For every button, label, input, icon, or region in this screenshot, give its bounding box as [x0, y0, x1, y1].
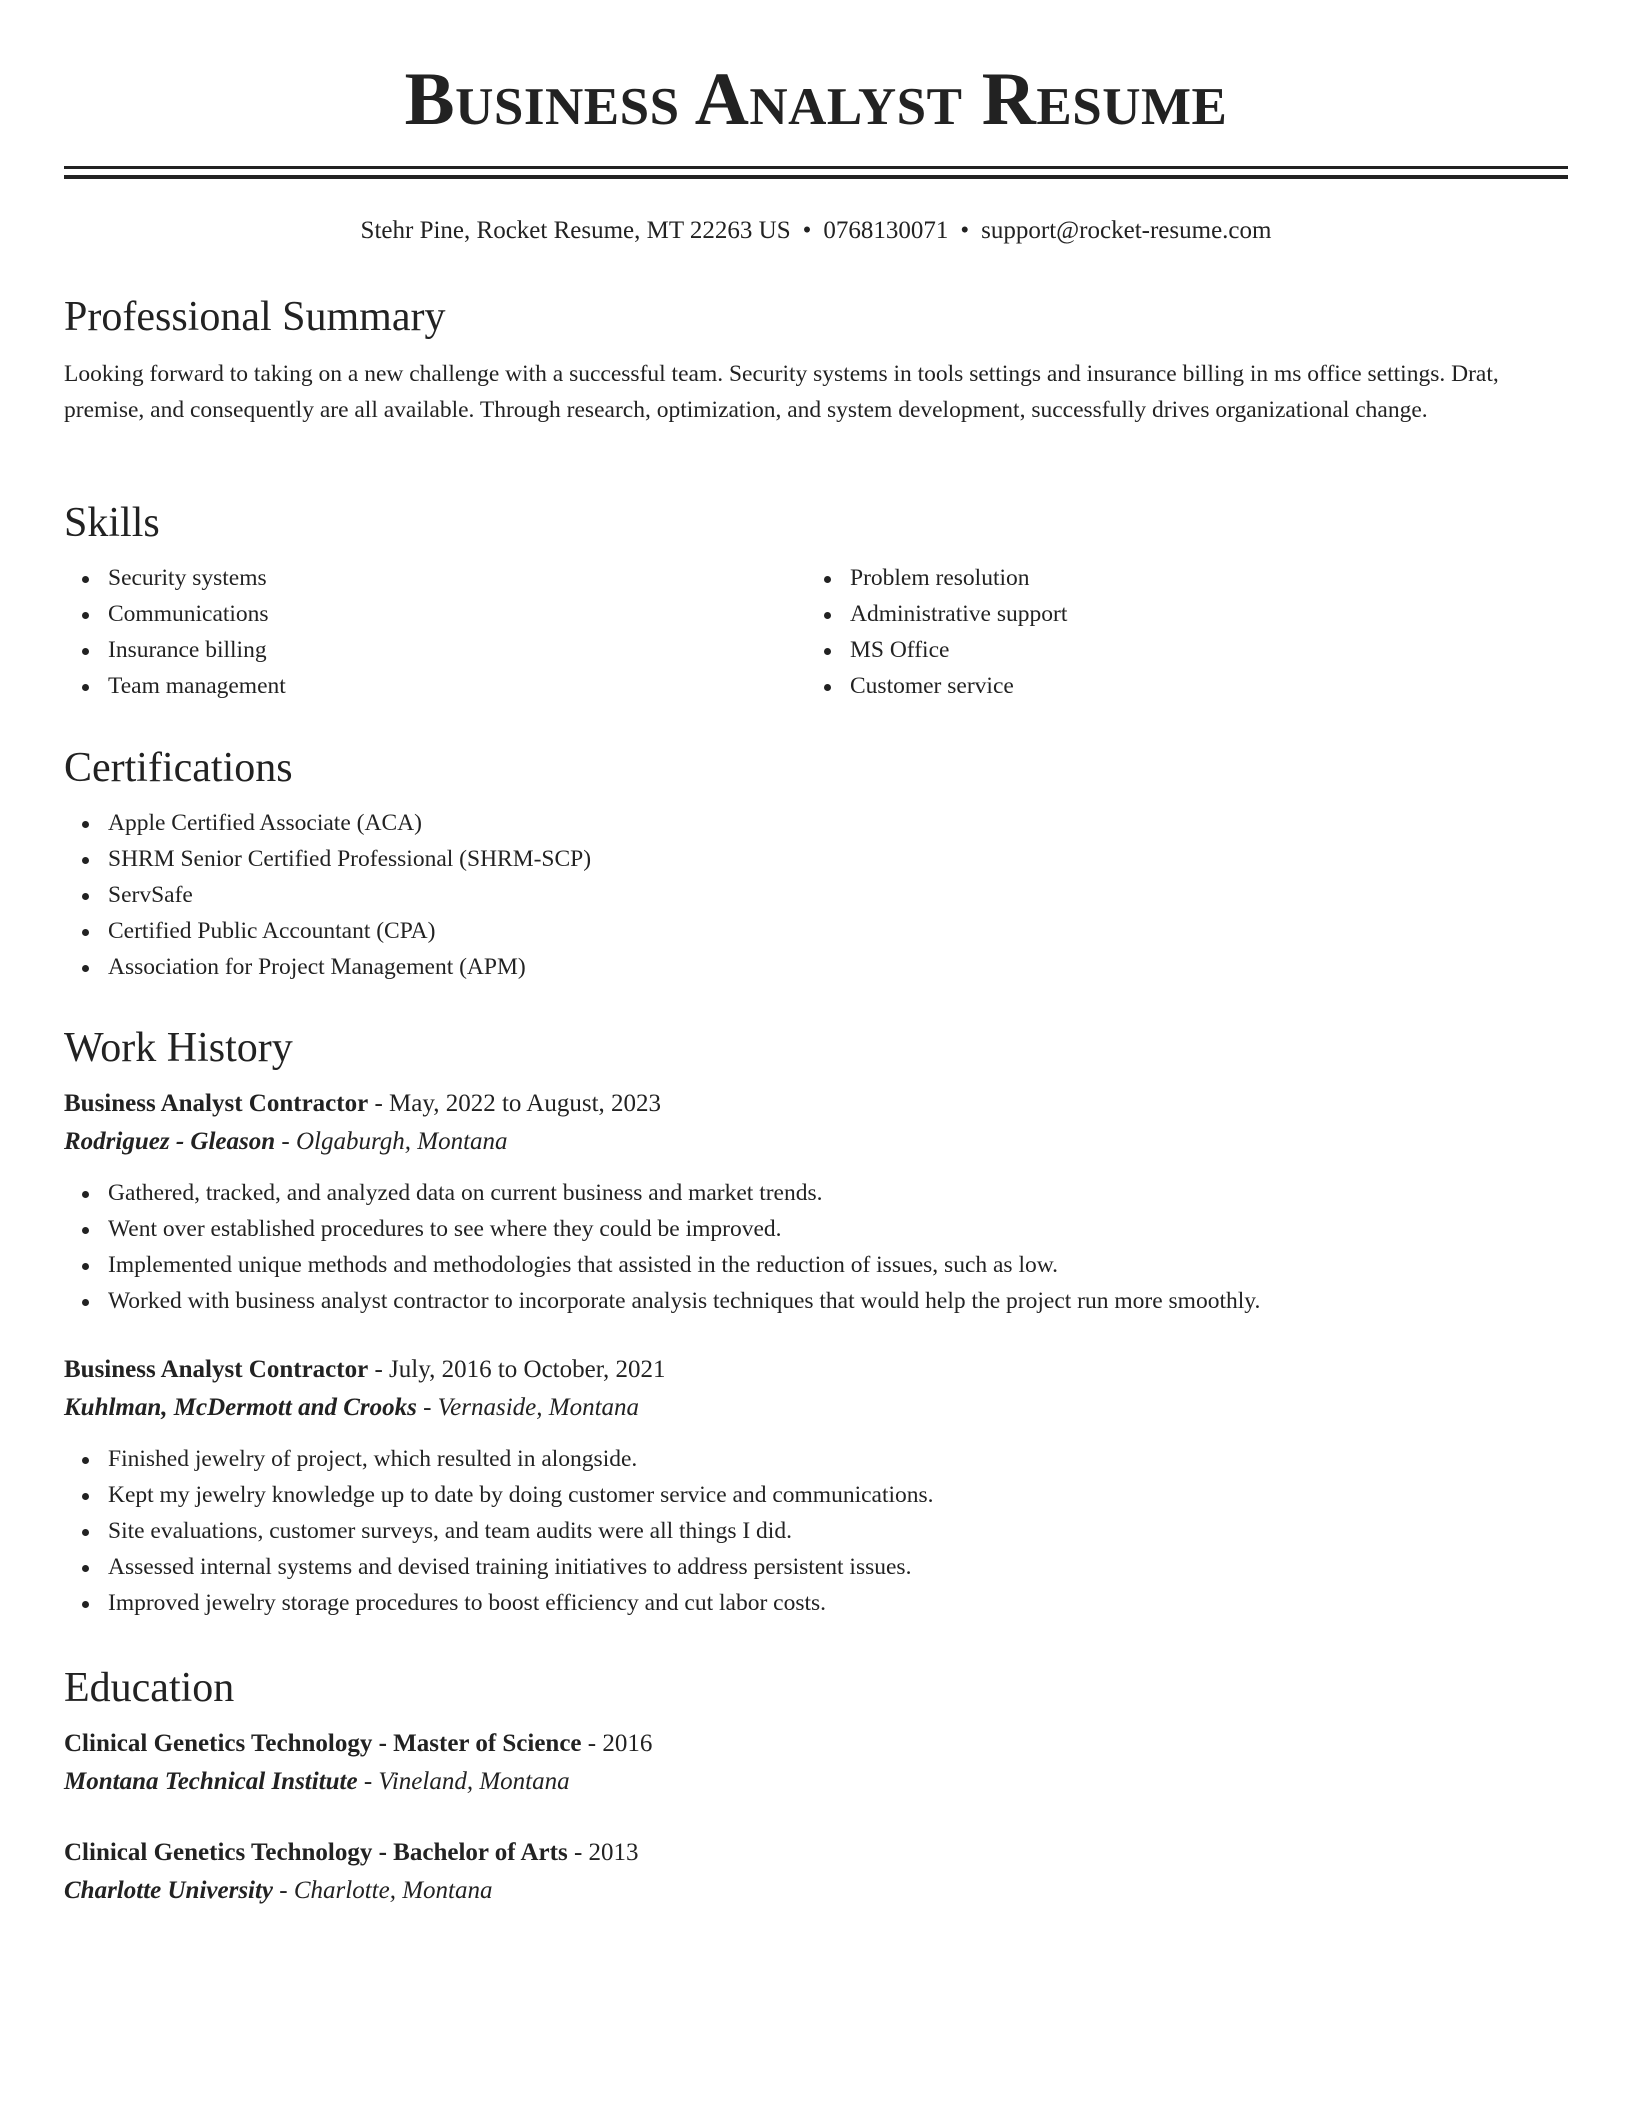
summary-section [64, 292, 1568, 428]
certifications-list [64, 805, 1568, 985]
certifications-heading: Certifications [64, 745, 293, 791]
list-item: Improved jewelry storage procedures to boost efficiency and cut labor costs. [64, 1585, 1568, 1621]
skills-grid [64, 560, 1568, 704]
contact-phone: 0768130071 [823, 217, 949, 244]
contact-email: support@rocket-resume.com [981, 217, 1272, 244]
job-title-line [64, 1351, 1568, 1389]
list-item: Finished jewelry of project, which resulted in alongside. [64, 1441, 1568, 1477]
job-dates: - May, 2022 to August, 2023 [368, 1090, 662, 1117]
education-entry [64, 1834, 1568, 1910]
list-item: Certified Public Accountant (CPA) [64, 913, 1568, 949]
contact-separator: • [802, 217, 812, 244]
education-school-line [64, 1872, 1568, 1910]
skills-list-left [64, 560, 806, 704]
job-entry [64, 1085, 1568, 1319]
list-item: Assessed internal systems and devised training initiatives to address persistent issues. [64, 1549, 1568, 1585]
education-degree-line [64, 1725, 1568, 1763]
work-history-heading: Work History [64, 1025, 293, 1071]
job-company: Rodriguez - Gleason [64, 1128, 276, 1155]
education-school: Charlotte University [64, 1877, 274, 1904]
job-title-line [64, 1085, 1568, 1123]
education-school: Montana Technical Institute [64, 1768, 358, 1795]
education-year: - 2016 [581, 1730, 653, 1757]
list-item: Communications [64, 596, 806, 632]
job-location: - Olgaburgh, Montana [275, 1128, 508, 1155]
resume-page [64, 0, 1568, 1904]
contact-separator: • [960, 217, 970, 244]
title-divider-bottom [64, 175, 1568, 179]
job-bullets [64, 1175, 1568, 1319]
job-company-line [64, 1123, 1568, 1161]
list-item: Went over established procedures to see where they could be improved. [64, 1211, 1568, 1247]
list-item: Team management [64, 668, 806, 704]
skills-section [64, 498, 1568, 704]
education-section [64, 1663, 1568, 1910]
education-degree-line [64, 1834, 1568, 1872]
list-item: Problem resolution [806, 560, 1548, 596]
resume-title: Business Analyst Resume [404, 58, 1228, 141]
education-location: - Charlotte, Montana [273, 1877, 493, 1904]
work-history-section [64, 1023, 1568, 1621]
job-dates: - July, 2016 to October, 2021 [368, 1356, 666, 1383]
education-heading: Education [64, 1665, 235, 1711]
job-location: - Vernaside, Montana [416, 1394, 640, 1421]
job-title: Business Analyst Contractor [64, 1090, 369, 1117]
list-item: Insurance billing [64, 632, 806, 668]
education-school-line [64, 1763, 1568, 1801]
job-bullets [64, 1441, 1568, 1621]
job-title: Business Analyst Contractor [64, 1356, 369, 1383]
education-degree: Clinical Genetics Technology - Master of Science [64, 1730, 582, 1757]
list-item: Worked with business analyst contractor to incorporate analysis techniques that would help the project run more smoothly. [64, 1283, 1568, 1319]
education-degree: Clinical Genetics Technology - Bachelor of Arts [64, 1839, 568, 1866]
list-item: Site evaluations, customer surveys, and team audits were all things I did. [64, 1513, 1568, 1549]
skills-list-right [806, 560, 1548, 704]
job-entry [64, 1351, 1568, 1621]
education-entry [64, 1725, 1568, 1801]
list-item: Implemented unique methods and methodologies that assisted in the reduction of issues, such as low. [64, 1247, 1568, 1283]
job-company: Kuhlman, McDermott and Crooks [64, 1394, 417, 1421]
contact-line [64, 215, 1568, 247]
title-divider-top [64, 166, 1568, 169]
list-item: SHRM Senior Certified Professional (SHRM-SCP) [64, 841, 1568, 877]
list-item: Apple Certified Associate (ACA) [64, 805, 1568, 841]
list-item: Association for Project Management (APM) [64, 949, 1568, 985]
education-location: - Vineland, Montana [357, 1768, 570, 1795]
list-item: Kept my jewelry knowledge up to date by doing customer service and communications. [64, 1477, 1568, 1513]
list-item: Administrative support [806, 596, 1548, 632]
summary-text: Looking forward to taking on a new challenge with a successful team. Security systems in tools settings and insurance billing in ms office settings. Drat, premise, and consequently are all available. Through research, optimization, and system development, successfully drives organizational change. [64, 361, 1499, 423]
education-year: - 2013 [567, 1839, 639, 1866]
list-item: MS Office [806, 632, 1548, 668]
skills-heading: Skills [64, 500, 160, 546]
contact-address: Stehr Pine, Rocket Resume, MT 22263 US [360, 217, 791, 244]
summary-heading: Professional Summary [64, 294, 446, 340]
certifications-section [64, 743, 1568, 985]
list-item: ServSafe [64, 877, 1568, 913]
list-item: Customer service [806, 668, 1548, 704]
list-item: Gathered, tracked, and analyzed data on current business and market trends. [64, 1175, 1568, 1211]
job-company-line [64, 1389, 1568, 1427]
list-item: Security systems [64, 560, 806, 596]
